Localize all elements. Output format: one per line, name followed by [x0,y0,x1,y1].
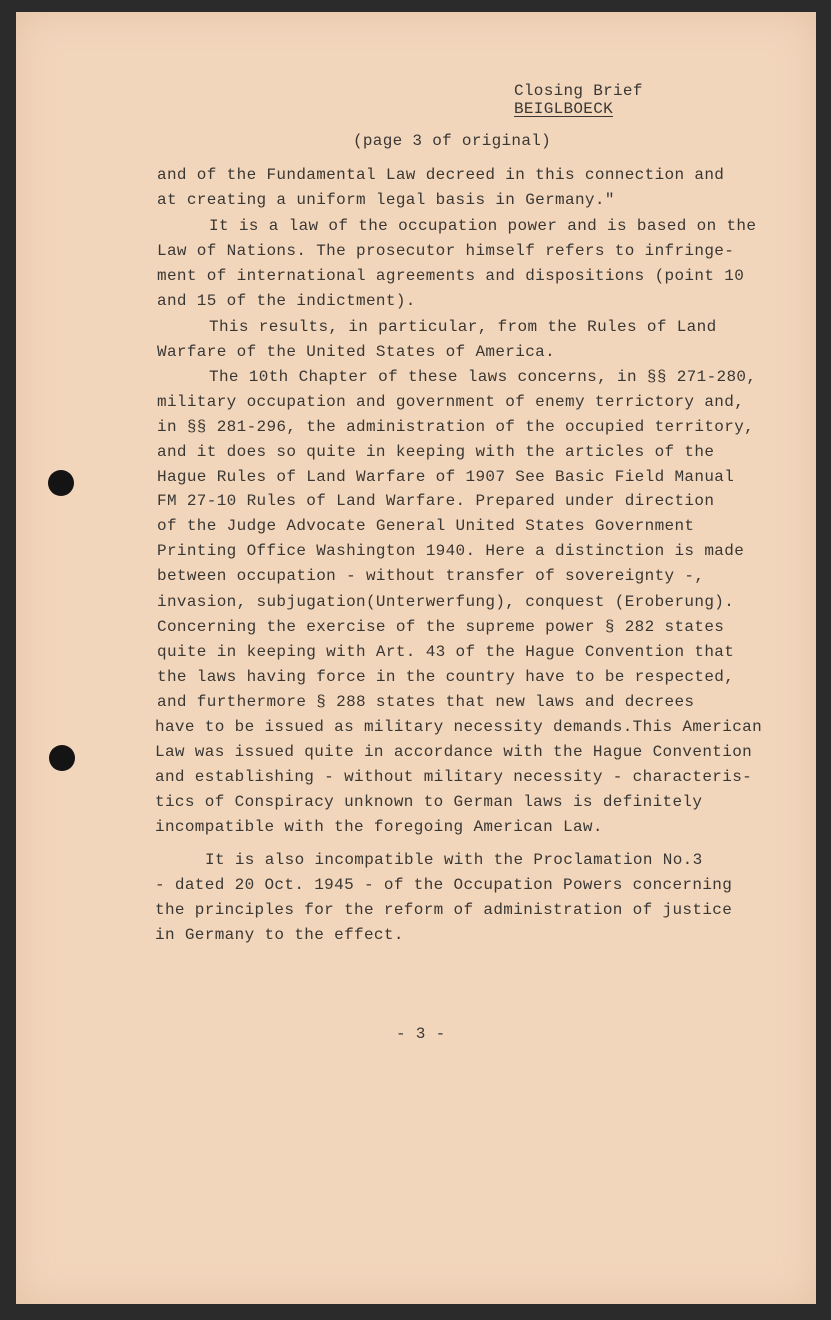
body-line: and of the Fundamental Law decreed in this connection and [157,166,725,184]
body-line: in §§ 281-296, the administration of the occupied territory, [157,418,755,436]
header-title: Closing Brief [514,82,643,100]
body-line: Law was issued quite in accordance with the Hague Convention [155,743,753,761]
body-line: Hague Rules of Land Warfare of 1907 See Basic Field Manual [157,468,735,486]
body-line: military occupation and government of enemy terrictory and, [157,393,745,411]
page-of-original: (page 3 of original) [353,132,552,150]
body-line: Law of Nations. The prosecutor himself refers to infringe- [157,242,735,260]
body-line: quite in keeping with Art. 43 of the Hague Convention that [157,643,735,661]
body-line: have to be issued as military necessity demands.This American [155,718,763,736]
body-line: It is a law of the occupation power and is based on the [209,217,757,235]
header-defendant: BEIGLBOECK [514,100,614,118]
body-line: ment of international agreements and dispositions (point 10 [157,267,745,285]
body-line: - dated 20 Oct. 1945 - of the Occupation Powers concerning [155,876,733,894]
document-page [16,12,816,1304]
body-line: It is also incompatible with the Proclamation No.3 [205,851,703,869]
body-line: and furthermore § 288 states that new laws and decrees [157,693,695,711]
page-number: - 3 - [396,1025,446,1043]
body-line: the laws having force in the country have to be respected, [157,668,735,686]
body-line: FM 27-10 Rules of Land Warfare. Prepared under direction [157,492,715,510]
body-line: of the Judge Advocate General United States Government [157,517,695,535]
body-line: between occupation - without transfer of sovereignty -, [157,567,705,585]
punch-hole [48,470,74,496]
body-line: invasion, subjugation(Unterwerfung), conquest (Eroberung). [157,593,735,611]
body-line: and establishing - without military necessity - characteris- [155,768,753,786]
body-line: tics of Conspiracy unknown to German laws is definitely [155,793,703,811]
body-line: the principles for the reform of administration of justice [155,901,733,919]
body-line: Printing Office Washington 1940. Here a distinction is made [157,542,745,560]
body-line: incompatible with the foregoing American Law. [155,818,603,836]
punch-hole [49,745,75,771]
body-line: This results, in particular, from the Rules of Land [209,318,717,336]
body-line: and 15 of the indictment). [157,292,416,310]
body-line: at creating a uniform legal basis in Germany." [157,191,615,209]
body-line: The 10th Chapter of these laws concerns, in §§ 271-280, [209,368,757,386]
body-line: Concerning the exercise of the supreme power § 282 states [157,618,725,636]
body-line: Warfare of the United States of America. [157,343,556,361]
body-line: and it does so quite in keeping with the articles of the [157,443,715,461]
body-line: in Germany to the effect. [155,926,404,944]
